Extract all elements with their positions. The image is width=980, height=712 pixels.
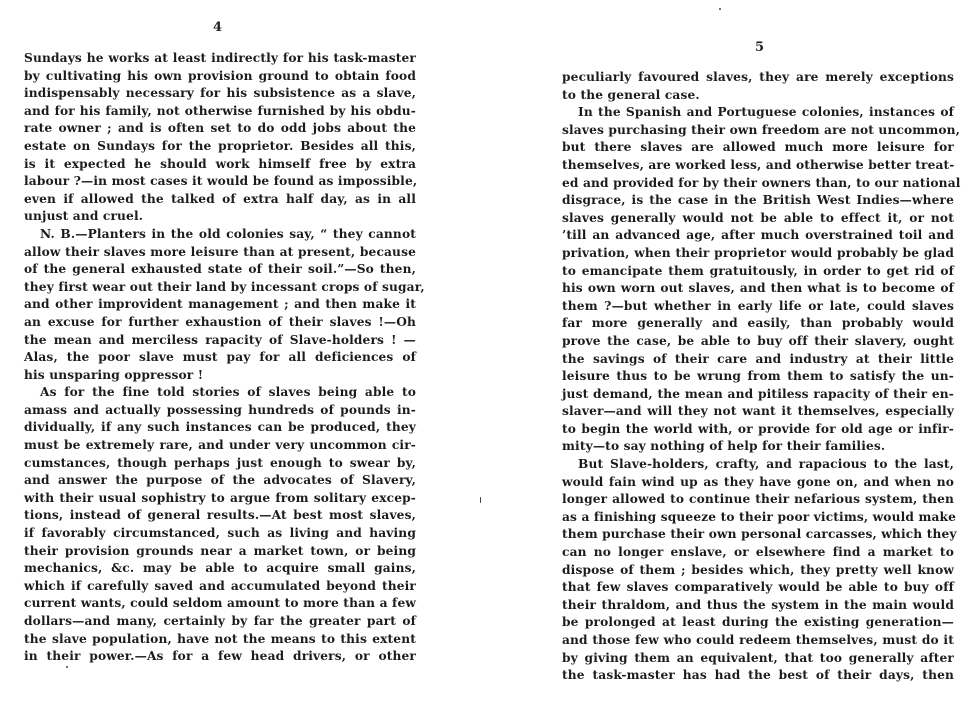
text-line: an excuse for further exhaustion of their slaves !—Oh xyxy=(24,314,416,329)
text-line: and those few who could redeem themselves, must do it xyxy=(562,633,954,647)
text-line: disgrace, is the case in the British West Indies—where xyxy=(562,193,954,208)
text-line: his own worn out slaves, and then what is to become of xyxy=(562,281,954,296)
text-line: must be extremely rare, and under very uncommon cir- xyxy=(24,438,416,453)
left-page-text xyxy=(24,50,425,666)
text-line: leisure thus to be wrung from them to satisfy the un- xyxy=(562,369,954,384)
text-line: allow their slaves more leisure than at present, because xyxy=(24,244,416,259)
text-line: dividually, if any such instances can be produced, they xyxy=(24,420,416,435)
text-line: their provision grounds near a market town, or being xyxy=(24,543,416,558)
text-line: that few slaves comparatively would be able to buy off xyxy=(562,580,954,595)
text-line: estate on Sundays for the proprietor. Besides all this, xyxy=(24,138,416,153)
text-line: in their power.—As for a few head drivers, or other xyxy=(24,649,416,664)
text-line: indispensably necessary for his subsistence as a slave, xyxy=(24,86,416,101)
text-line: the slave population, have not the means to this extent xyxy=(24,631,416,646)
text-line: they first wear out their land by incessant crops of sugar, xyxy=(24,279,425,294)
text-line: In the Spanish and Portuguese colonies, instances of xyxy=(578,105,954,120)
text-line: Alas, the poor slave must pay for all deficiences of xyxy=(24,350,416,365)
text-line: is it expected he should work himself free by extra xyxy=(24,156,416,171)
text-line: current wants, could seldom amount to more than a few xyxy=(24,596,416,611)
text-line: Sundays he works at least indirectly for his task-master xyxy=(24,51,416,65)
text-line: amass and actually possessing hundreds of pounds in- xyxy=(24,402,416,417)
paper-speck xyxy=(480,497,481,503)
text-line: cumstances, though perhaps just enough to swear by, xyxy=(24,455,416,470)
text-line: be prolonged at least during the existing generation— xyxy=(562,615,954,630)
text-line: mity—to say nothing of help for their families. xyxy=(562,439,886,454)
text-line: slaves generally would not be able to effect it, or not xyxy=(562,210,954,225)
text-line: just demand, the mean and pitiless rapacity of their en- xyxy=(562,386,954,401)
text-line: his unsparing oppressor ! xyxy=(24,367,204,382)
text-line: themselves, are worked less, and otherwise better treat- xyxy=(562,157,955,172)
text-line: the savings of their care and industry at their little xyxy=(562,351,954,366)
text-line: rate owner ; and is often set to do odd jobs about the xyxy=(24,121,416,136)
text-line: and answer the purpose of the advocates of Slavery, xyxy=(24,473,416,488)
text-line: to emancipate them gratuitously, in order to get rid of xyxy=(562,263,954,278)
text-line: by giving them an equivalent, that too generally after xyxy=(562,650,954,665)
text-line: peculiarly favoured slaves, they are merely exceptions xyxy=(562,70,954,84)
text-line: unjust and cruel. xyxy=(24,209,144,224)
text-line: privation, when their proprietor would probably be glad xyxy=(562,245,954,260)
paper-speck xyxy=(66,666,68,668)
text-line: slaves purchasing their own freedom are not uncommon, xyxy=(562,122,961,137)
text-line: them purchase their own personal carcasses, which they xyxy=(562,527,957,542)
text-line: But Slave-holders, crafty, and rapacious to the last, xyxy=(578,457,954,472)
text-line: N. B.—Planters in the old colonies say, “ they cannot xyxy=(40,226,416,241)
text-line: mechanics, &c. may be able to acquire small gains, xyxy=(24,561,416,576)
text-line: but there slaves are allowed much more leisure for xyxy=(562,140,954,155)
text-line: if favorably circumstanced, such as living and having xyxy=(24,526,416,541)
paper-speck xyxy=(719,8,721,10)
text-line: can no longer enslave, or elsewhere find a market to xyxy=(562,545,954,560)
text-line: dollars—and many, certainly by far the greater part of xyxy=(24,614,416,628)
right-page-number: 5 xyxy=(755,40,765,55)
text-line: to begin the world with, or provide for old age or infir- xyxy=(562,421,954,436)
text-line: of the general exhausted state of their soil.”—So then, xyxy=(24,262,416,277)
text-line: prove the case, be able to buy off their slavery, ought xyxy=(562,333,954,348)
text-line: with their usual sophistry to argue from solitary excep- xyxy=(24,490,416,505)
text-line: ed and provided for by their owners than, to our national xyxy=(562,175,961,190)
text-line: by cultivating his own provision ground to obtain food xyxy=(24,68,416,83)
text-line: As for the fine told stories of slaves being able to xyxy=(40,385,416,400)
text-line: tions, instead of general results.—At best most slaves, xyxy=(24,508,416,523)
text-line: the mean and merciless rapacity of Slave-holders ! — xyxy=(24,332,416,347)
text-line: ’till an advanced age, after much overstrained toil and xyxy=(562,228,954,243)
text-line: slaver—and will they not want it themselves, especially xyxy=(562,404,954,419)
text-line: the task-master has had the best of their days, then xyxy=(562,668,954,683)
text-line: to the general case. xyxy=(562,87,700,102)
text-line: far more generally and easily, than probably would xyxy=(562,316,954,331)
text-line: as a finishing squeeze to their poor victims, would make xyxy=(562,509,957,524)
left-page-number: 4 xyxy=(213,20,223,35)
text-line: even if allowed the talked of extra half day, as in all xyxy=(24,191,416,206)
text-line: labour ?—in most cases it would be found as impossible, xyxy=(24,174,418,189)
right-page-text xyxy=(562,69,961,685)
text-line: would fain wind up as they have gone on, and when no xyxy=(562,474,954,489)
text-line: and other improvident management ; and then make it xyxy=(24,297,416,312)
text-line: dispose of them ; besides which, they pretty well know xyxy=(562,562,954,577)
text-line: which if carefully saved and accumulated beyond their xyxy=(24,578,416,593)
text-line: longer allowed to continue their nefarious system, then xyxy=(562,492,954,507)
text-line: their thraldom, and thus the system in the main would xyxy=(562,597,954,612)
text-line: and for his family, not otherwise furnished by his obdu- xyxy=(24,103,416,118)
text-line: them ?—but whether in early life or late, could slaves xyxy=(562,298,954,313)
